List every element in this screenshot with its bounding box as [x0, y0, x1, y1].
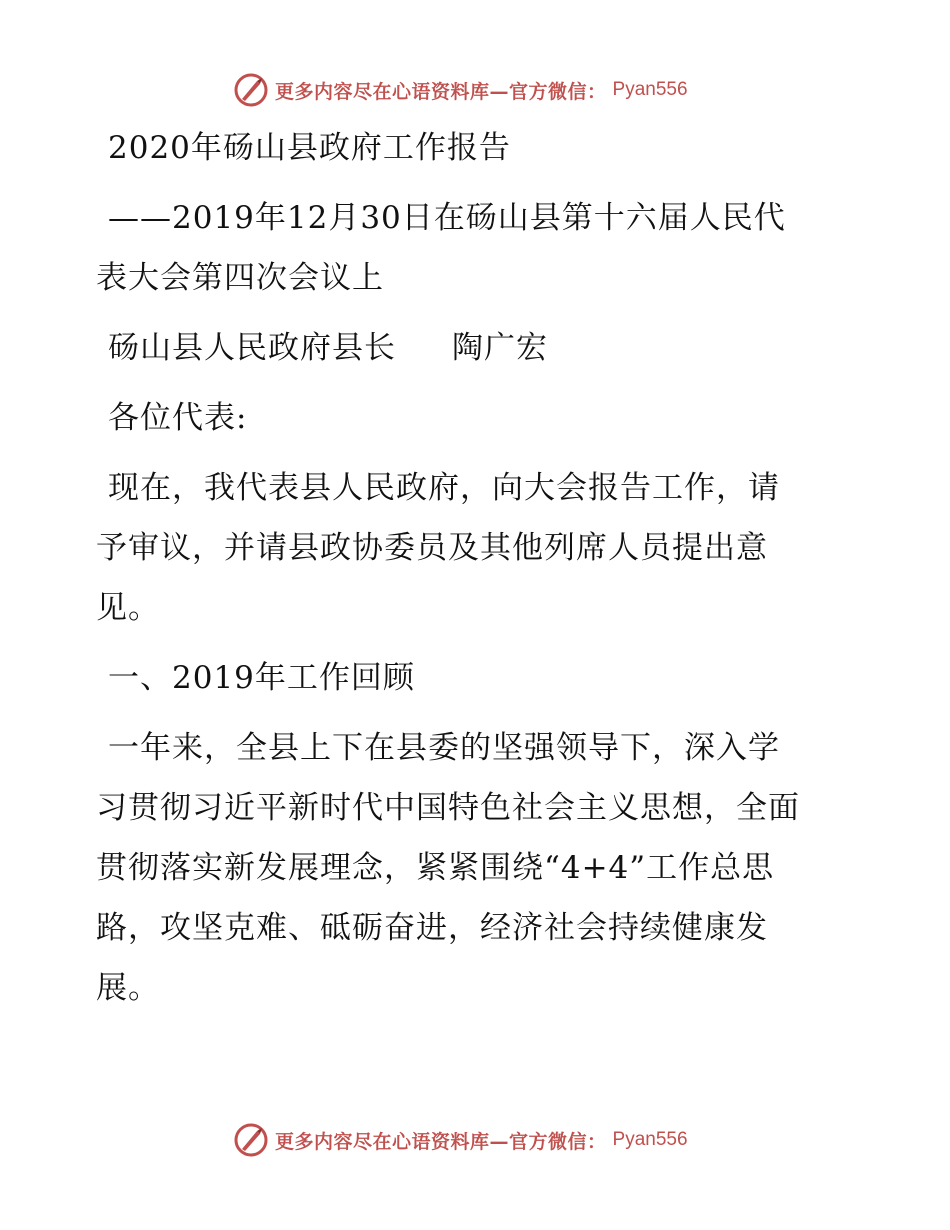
intro-line: 予审议，并请县政协委员及其他列席人员提出意	[96, 530, 768, 566]
author-name: 陶广宏	[452, 330, 548, 366]
document-body	[96, 118, 836, 1018]
author-org: 砀山县人民政府县长	[108, 330, 396, 366]
section-paragraph-line: 贯彻落实新发展理念，紧紧围绕“4+4”工作总思	[96, 850, 775, 886]
document-title: 2020年砀山县政府工作报告	[108, 130, 511, 166]
section-paragraph-line: 习贯彻习近平新时代中国特色社会主义思想，全面	[96, 790, 800, 826]
quill-pen-circle-icon	[233, 72, 269, 108]
intro-line: 见。	[96, 590, 160, 626]
section-heading: 一、2019年工作回顾	[108, 660, 415, 696]
salutation: 各位代表:	[108, 400, 248, 436]
intro-line: 现在，我代表县人民政府，向大会报告工作，请	[108, 470, 780, 506]
banner-wechat-id: Pyan556	[612, 1129, 688, 1150]
author-line	[96, 318, 836, 378]
section-paragraph-line: 路，攻坚克难、砥砺奋进，经济社会持续健康发	[96, 910, 768, 946]
footer-banner	[233, 1120, 688, 1160]
document-subtitle-line-1: ——2019年12月30日在砀山县第十六届人民代	[108, 200, 786, 236]
section-paragraph-line: 一年来，全县上下在县委的坚强领导下，深入学	[108, 730, 780, 766]
header-banner	[233, 70, 688, 110]
quill-pen-circle-icon	[233, 1122, 269, 1158]
banner-text: 更多内容尽在心语资料库—官方微信：	[275, 1130, 607, 1153]
document-subtitle-line-2: 表大会第四次会议上	[96, 260, 384, 296]
section-paragraph-line: 展。	[96, 970, 160, 1006]
banner-wechat-id: Pyan556	[612, 79, 688, 100]
banner-text: 更多内容尽在心语资料库—官方微信：	[275, 80, 607, 103]
